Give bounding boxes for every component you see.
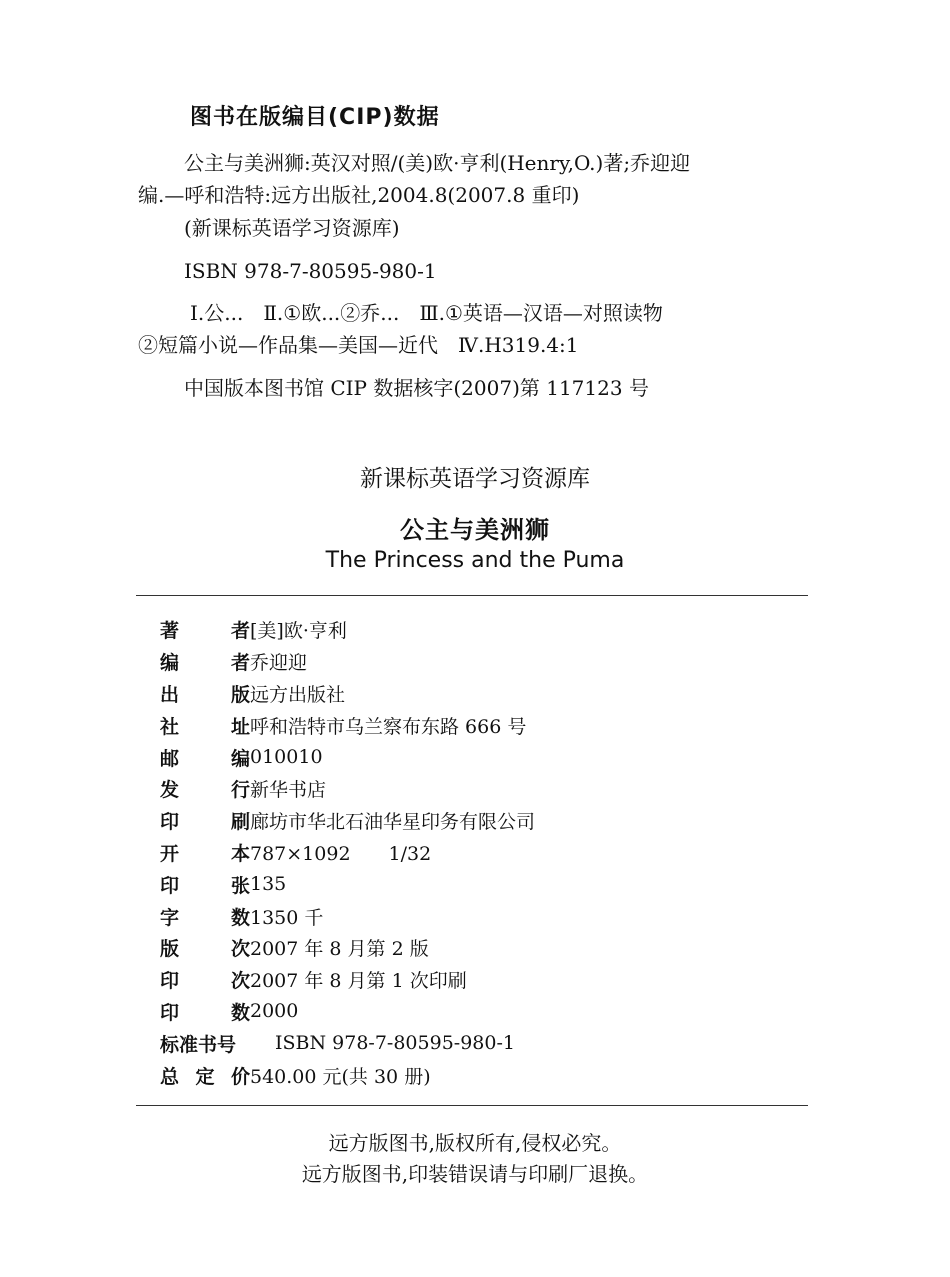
info-value: 远方出版社 [250, 683, 346, 706]
cip-line-3: (新课标英语学习资源库) [184, 216, 400, 240]
divider-bottom [136, 1105, 808, 1106]
info-value: 新华书店 [250, 779, 327, 802]
info-value: 2000 [250, 1000, 299, 1023]
misprint-notice: 远方版图书,印装错误请与印刷厂退换。 [301, 1162, 649, 1186]
info-value: 1350 千 [250, 906, 324, 929]
info-value: 135 [250, 873, 287, 896]
info-label: 字 数 [160, 906, 250, 929]
info-label: 出 版 [160, 683, 250, 706]
copyright-notice: 远方版图书,版权所有,侵权必究。 [328, 1131, 622, 1155]
info-value: 010010 [250, 746, 323, 769]
cip-line-1: 公主与美洲狮:英汉对照/(美)欧·亨利(Henry,O.)著;乔迎迎 [184, 151, 691, 175]
info-label: 标准书号 [160, 1033, 237, 1056]
cip-line-2: 编.—呼和浩特:远方出版社,2004.8(2007.8 重印) [138, 183, 580, 207]
divider-top [136, 595, 808, 596]
series-name: 新课标英语学习资源库 [360, 466, 590, 492]
info-row-printer [160, 805, 535, 837]
cip-verification: 中国版本图书馆 CIP 数据核字(2007)第 117123 号 [184, 376, 649, 400]
info-row-price [160, 1059, 535, 1091]
info-label: 编 者 [160, 652, 250, 675]
info-label: 开 本 [160, 842, 250, 865]
info-row-word-count [160, 900, 535, 932]
info-value: ISBN 978-7-80595-980-1 [275, 1032, 515, 1055]
info-row-postcode [160, 741, 535, 773]
cip-classification-2: ②短篇小说—作品集—美国—近代 Ⅳ.H319.4:1 [138, 333, 579, 357]
info-row-format [160, 837, 535, 869]
info-row-author [160, 614, 535, 646]
info-label: 印 刷 [160, 811, 250, 834]
info-row-sheets [160, 868, 535, 900]
cip-isbn: ISBN 978-7-80595-980-1 [184, 259, 437, 283]
info-value: 呼和浩特市乌兰察布东路 666 号 [250, 715, 527, 738]
info-row-isbn [160, 1027, 535, 1059]
info-row-editor [160, 646, 535, 678]
info-row-print-run [160, 996, 535, 1028]
info-row-edition [160, 932, 535, 964]
info-label: 发 行 [160, 779, 250, 802]
publication-info-table [160, 614, 535, 1091]
info-row-publisher [160, 678, 535, 710]
info-value: 廊坊市华北石油华星印务有限公司 [250, 811, 536, 834]
info-label: 社 址 [160, 715, 250, 738]
info-value: 540.00 元(共 30 册) [250, 1065, 431, 1088]
info-value: [美]欧·亨利 [250, 620, 347, 643]
cip-classification-1: Ⅰ.公... Ⅱ.①欧...②乔... Ⅲ.①英语—汉语—对照读物 [190, 301, 663, 325]
book-title-cn: 公主与美洲狮 [400, 516, 550, 544]
info-label: 著 者 [160, 620, 250, 643]
info-label: 版 次 [160, 938, 250, 961]
info-value: 2007 年 8 月第 2 版 [250, 938, 429, 961]
book-title-en: The Princess and the Puma [325, 548, 625, 573]
info-value: 乔迎迎 [250, 652, 308, 675]
cip-title: 图书在版编目(CIP)数据 [190, 105, 440, 130]
info-label: 印 张 [160, 874, 250, 897]
info-row-address [160, 709, 535, 741]
info-row-distributor [160, 773, 535, 805]
info-row-impression [160, 964, 535, 996]
info-label: 印 次 [160, 970, 250, 993]
info-label: 邮 编 [160, 747, 250, 770]
info-value: 787×1092 1/32 [250, 842, 432, 865]
info-value: 2007 年 8 月第 1 次印刷 [250, 970, 467, 993]
info-label: 总 定 价 [160, 1065, 250, 1088]
info-label: 印 数 [160, 1001, 250, 1024]
